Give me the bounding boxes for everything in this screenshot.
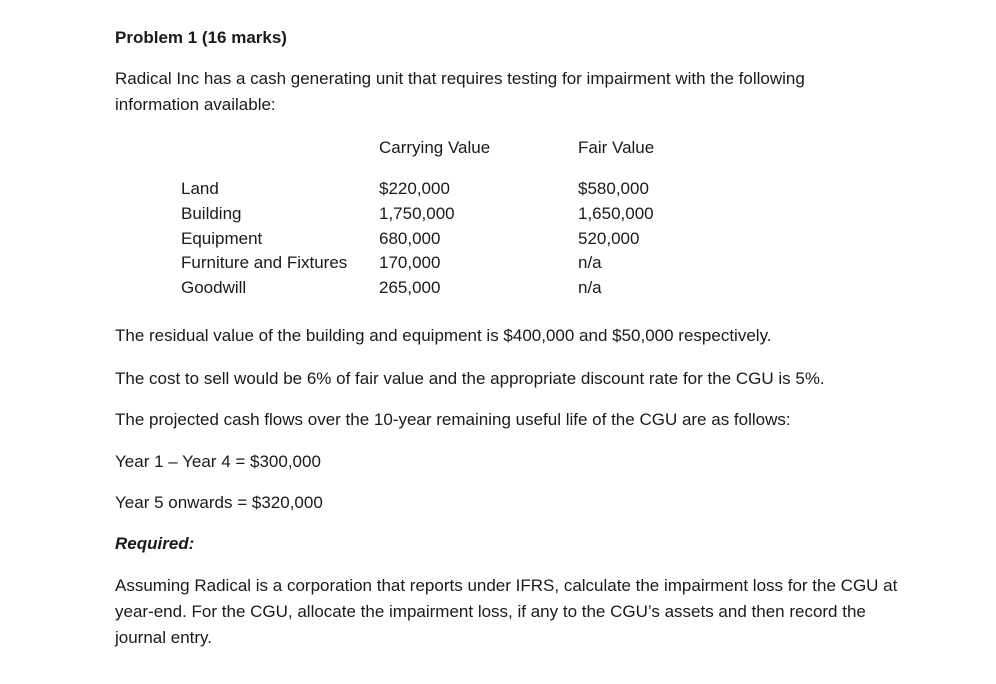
- year-5-cash-flow: Year 5 onwards = $320,000: [115, 493, 323, 512]
- required-line-2: year-end. For the CGU, allocate the impairment loss, if any to the CGU’s assets and then record the: [115, 602, 866, 621]
- year-1-4-cash-flow: Year 1 – Year 4 = $300,000: [115, 452, 321, 471]
- fair-value: $580,000: [578, 179, 649, 198]
- header-fair-value: Fair Value: [578, 138, 655, 157]
- problem-title: Problem 1 (16 marks): [115, 28, 287, 47]
- header-carrying-value: Carrying Value: [379, 138, 491, 157]
- residual-value-text: The residual value of the building and equipment is $400,000 and $50,000 respectively.: [115, 326, 772, 345]
- carrying-value: 1,750,000: [379, 204, 455, 223]
- fair-value: 520,000: [578, 229, 640, 248]
- intro-line-2: information available:: [115, 95, 276, 114]
- required-line-3: journal entry.: [115, 628, 213, 647]
- asset-name: Land: [181, 179, 219, 198]
- required-line-1: Assuming Radical is a corporation that reports under IFRS, calculate the impairment loss for the CGU at: [115, 576, 898, 595]
- intro-line-1: Radical Inc has a cash generating unit that requires testing for impairment with the following: [115, 69, 805, 88]
- carrying-value: 170,000: [379, 253, 441, 272]
- fair-value: n/a: [578, 278, 602, 297]
- asset-name: Furniture and Fixtures: [181, 253, 348, 272]
- required-heading: Required:: [115, 534, 195, 553]
- asset-name: Goodwill: [181, 278, 247, 297]
- asset-name: Building: [181, 204, 242, 223]
- cost-to-sell-text: The cost to sell would be 6% of fair value and the appropriate discount rate for the CGU is 5%.: [115, 369, 825, 388]
- fair-value: 1,650,000: [578, 204, 654, 223]
- carrying-value: 680,000: [379, 229, 441, 248]
- fair-value: n/a: [578, 253, 602, 272]
- carrying-value: $220,000: [379, 179, 450, 198]
- cash-flows-text: The projected cash flows over the 10-year remaining useful life of the CGU are as follows:: [115, 410, 791, 429]
- asset-name: Equipment: [181, 229, 263, 248]
- carrying-value: 265,000: [379, 278, 441, 297]
